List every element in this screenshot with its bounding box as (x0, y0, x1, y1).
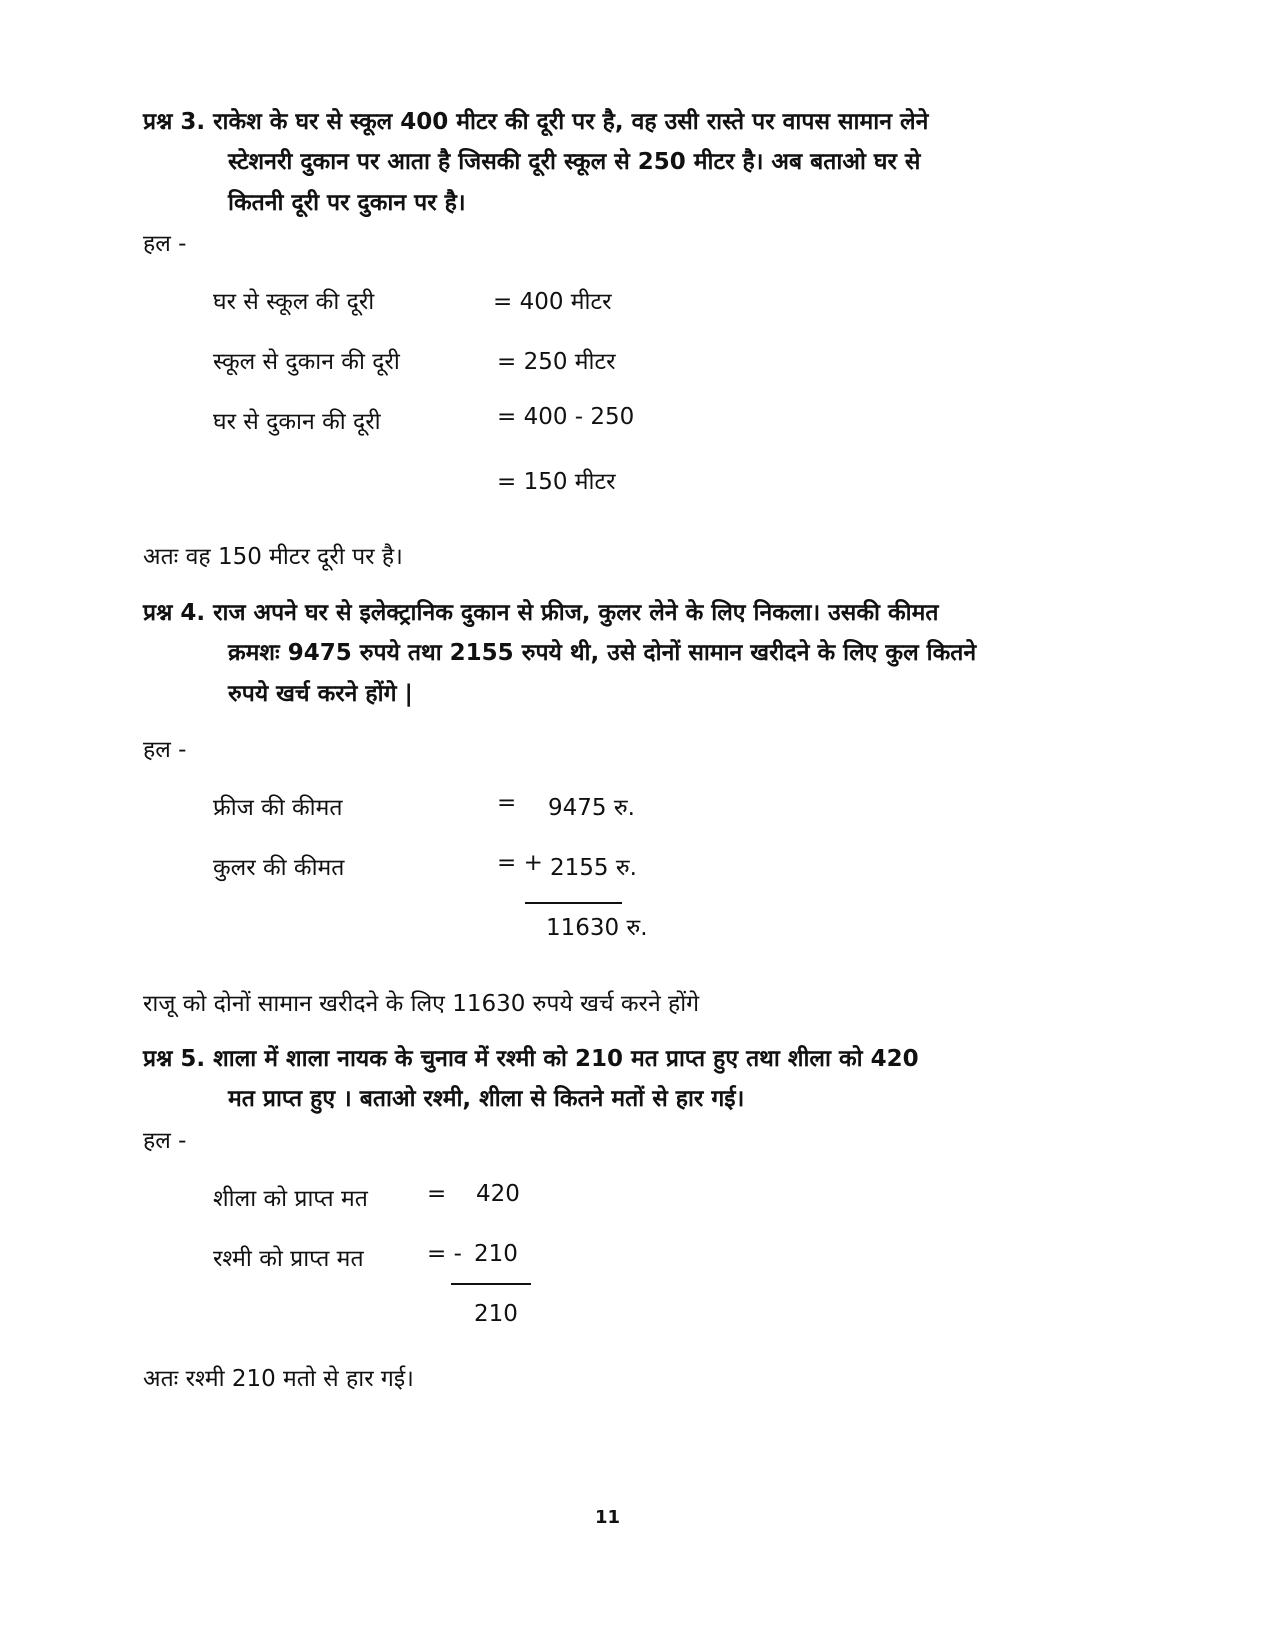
q5-row-1-eq: = (427, 1181, 447, 1207)
q4-sum-rule (525, 902, 622, 904)
q4-row-2-label: कुलर की कीमत (213, 855, 345, 881)
q3-row-4-value: = 150 मीटर (497, 469, 616, 495)
q4-line-2: क्रमशः 9475 रुपये तथा 2155 रुपये थी, उसे दोनों सामान खरीदने के लिए कुल कितने (228, 640, 977, 666)
q3-line-3: कितनी दूरी पर दुकान पर है। (228, 190, 466, 216)
q3-row-2-value: = 250 मीटर (497, 349, 616, 375)
q4-row-2-value: 2155 रु. (550, 855, 637, 881)
q4-answer: राजू को दोनों सामान खरीदने के लिए 11630 रुपये खर्च करने होंगे (143, 991, 700, 1017)
q4-line-3: रुपये खर्च करने होंगे | (228, 681, 413, 707)
q3-row-3-label: घर से दुकान की दूरी (213, 409, 381, 435)
q4-row-1-value: 9475 रु. (548, 795, 635, 821)
q5-row-1-value: 420 (476, 1181, 520, 1207)
q4-line-1: प्रश्न 4. राज अपने घर से इलेक्ट्रानिक दुकान से फ्रीज, कुलर लेने के लिए निकला। उसकी कीमत (143, 600, 939, 626)
q5-row-2-value: 210 (474, 1241, 518, 1267)
q3-line-1: प्रश्न 3. राकेश के घर से स्कूल 400 मीटर की दूरी पर है, वह उसी रास्ते पर वापस सामान लेने (143, 109, 929, 135)
q3-answer: अतः वह 150 मीटर दूरी पर है। (143, 544, 403, 570)
page-number: 11 (595, 1507, 621, 1528)
q5-answer: अतः रश्मी 210 मतो से हार गई। (143, 1366, 414, 1392)
q4-total: 11630 रु. (546, 915, 648, 941)
q5-difference-rule (451, 1283, 531, 1285)
q5-line-2: मत प्राप्त हुए । बताओ रश्मी, शीला से कितने मतों से हार गई। (228, 1086, 745, 1112)
q5-row-2-label: रश्मी को प्राप्त मत (213, 1246, 364, 1272)
q3-line-2: स्टेशनरी दुकान पर आता है जिसकी दूरी स्कूल से 250 मीटर है। अब बताओ घर से (228, 149, 921, 175)
q3-row-1-value: = 400 मीटर (493, 289, 612, 315)
q5-row-1-label: शीला को प्राप्त मत (213, 1186, 368, 1212)
q5-row-2-eq: = - (427, 1241, 462, 1267)
q4-row-1-label: फ्रीज की कीमत (213, 795, 343, 821)
q4-row-1-eq: = (497, 790, 517, 816)
q5-solution-heading: हल - (143, 1128, 187, 1154)
q3-row-3-value: = 400 - 250 (497, 404, 635, 430)
q3-row-1-label: घर से स्कूल की दूरी (213, 289, 375, 315)
q4-solution-heading: हल - (143, 737, 187, 763)
q3-solution-heading: हल - (143, 231, 187, 257)
q5-total: 210 (474, 1301, 518, 1327)
q3-row-2-label: स्कूल से दुकान की दूरी (213, 349, 400, 375)
q5-line-1: प्रश्न 5. शाला में शाला नायक के चुनाव में रश्मी को 210 मत प्राप्त हुए तथा शीला को 420 (143, 1046, 919, 1072)
q4-row-2-eq: = + (497, 850, 543, 876)
